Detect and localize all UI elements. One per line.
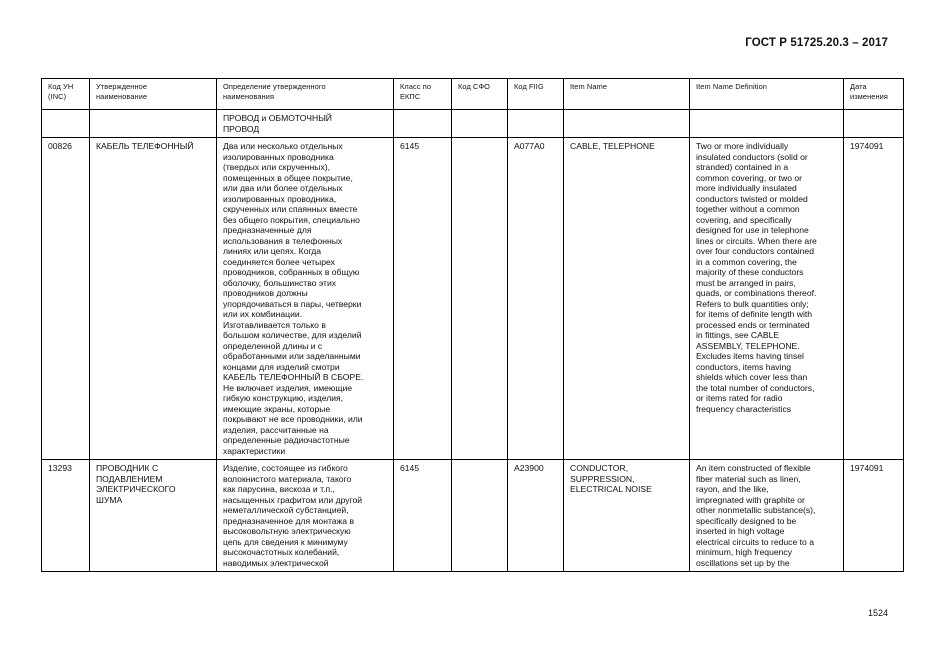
cell-inc: 00826 [42,138,90,460]
cell-definition: Два или несколько отдельных изолированных проводника (твердых или скрученных), помещенных в общее покрытие, или два или более отдельных изолированных проводника, скрученных или спаянных вместе без общего покрытия, специально предназначенные для использования в телефонных линиях или цепях. Когда соединяется более четырех проводников, собранных в общую оболочку, большинство этих проводников должны упорядочиваться в пары, четверки или их комбинации. Изготавливается только в большом количестве, для изделий определенной длины и с обработанными или заделанными концами для изделий смотри КАБЕЛЬ ТЕЛЕФОННЫЙ В СБОРЕ. Не включает изделия, имеющие гибкую конструкцию, изделия, имеющие экраны, которые покрывают не все проводники, или изделия, рассчитанные на определенные радиочастотные характеристики [217,138,394,460]
table-row [42,110,904,138]
cell-inc [42,110,90,138]
table-row [42,460,904,572]
cell-change-date: 1974091 [844,460,904,572]
column-header-sfo-code: Код СФО [452,79,508,110]
page-number: 1524 [867,608,888,618]
cell-approved-name [90,110,217,138]
table-header-row [42,79,904,110]
column-header-item-name-definition: Item Name Definition [690,79,844,110]
cell-approved-name: ПРОВОДНИК С ПОДАВЛЕНИЕМ ЭЛЕКТРИЧЕСКОГО ШУМА [90,460,217,572]
catalog-table [41,78,904,572]
cell-fiig-code: A077A0 [508,138,564,460]
cell-class: 6145 [394,138,452,460]
cell-item-name: CONDUCTOR, SUPPRESSION, ELECTRICAL NOISE [564,460,690,572]
cell-item-name [564,110,690,138]
cell-class [394,110,452,138]
cell-definition: Изделие, состоящее из гибкого волокнистого материала, такого как парусина, вискоза и т.п., насыщенных графитом или другой неметаллической субстанцией, предназначенное для монтажа в высоковольтную электрическую цепь для сведения к минимуму высокочастотных колебаний, наводимых электрической [217,460,394,572]
cell-definition: ПРОВОД и ОБМОТОЧНЫЙ ПРОВОД [217,110,394,138]
cell-inc: 13293 [42,460,90,572]
cell-item-name-definition: An item constructed of flexible fiber material such as linen, rayon, and the like, impregnated with graphite or other nonmetallic substance(s), specifically designed to be inserted in high voltage electrical circuits to reduce to a minimum, high frequency oscillations set up by the [690,460,844,572]
cell-sfo-code [452,460,508,572]
cell-change-date [844,110,904,138]
cell-sfo-code [452,110,508,138]
column-header-approved-name: Утвержденное наименование [90,79,217,110]
column-header-definition: Определение утвержденного наименования [217,79,394,110]
cell-class: 6145 [394,460,452,572]
document-standard-header: ГОСТ Р 51725.20.3 – 2017 [745,37,888,49]
cell-item-name: CABLE, TELEPHONE [564,138,690,460]
column-header-item-name: Item Name [564,79,690,110]
cell-item-name-definition: Two or more individually insulated conductors (solid or stranded) contained in a common covering, or two or more individually insulated conductors twisted or molded together without a common covering, and specifically designed for use in telephone lines or circuits. When there are over four conductors contained in a common covering, the majority of these conductors must be arranged in pairs, quads, or combinations thereof. Refers to bulk quantities only; for items of definite length with processed ends or terminated in fittings, see CABLE ASSEMBLY, TELEPHONE. Excludes items having tinsel conductors, items having shields which cover less than the total number of conductors, or items rated for radio frequency characteristics [690,138,844,460]
column-header-fiig-code: Код FIIG [508,79,564,110]
column-header-change-date: Дата изменения [844,79,904,110]
cell-fiig-code: A23900 [508,460,564,572]
cell-fiig-code [508,110,564,138]
cell-sfo-code [452,138,508,460]
column-header-inc: Код УН (INC) [42,79,90,110]
table-row [42,138,904,460]
cell-item-name-definition [690,110,844,138]
cell-change-date: 1974091 [844,138,904,460]
column-header-class: Класс по ЕКПС [394,79,452,110]
cell-approved-name: КАБЕЛЬ ТЕЛЕФОННЫЙ [90,138,217,460]
